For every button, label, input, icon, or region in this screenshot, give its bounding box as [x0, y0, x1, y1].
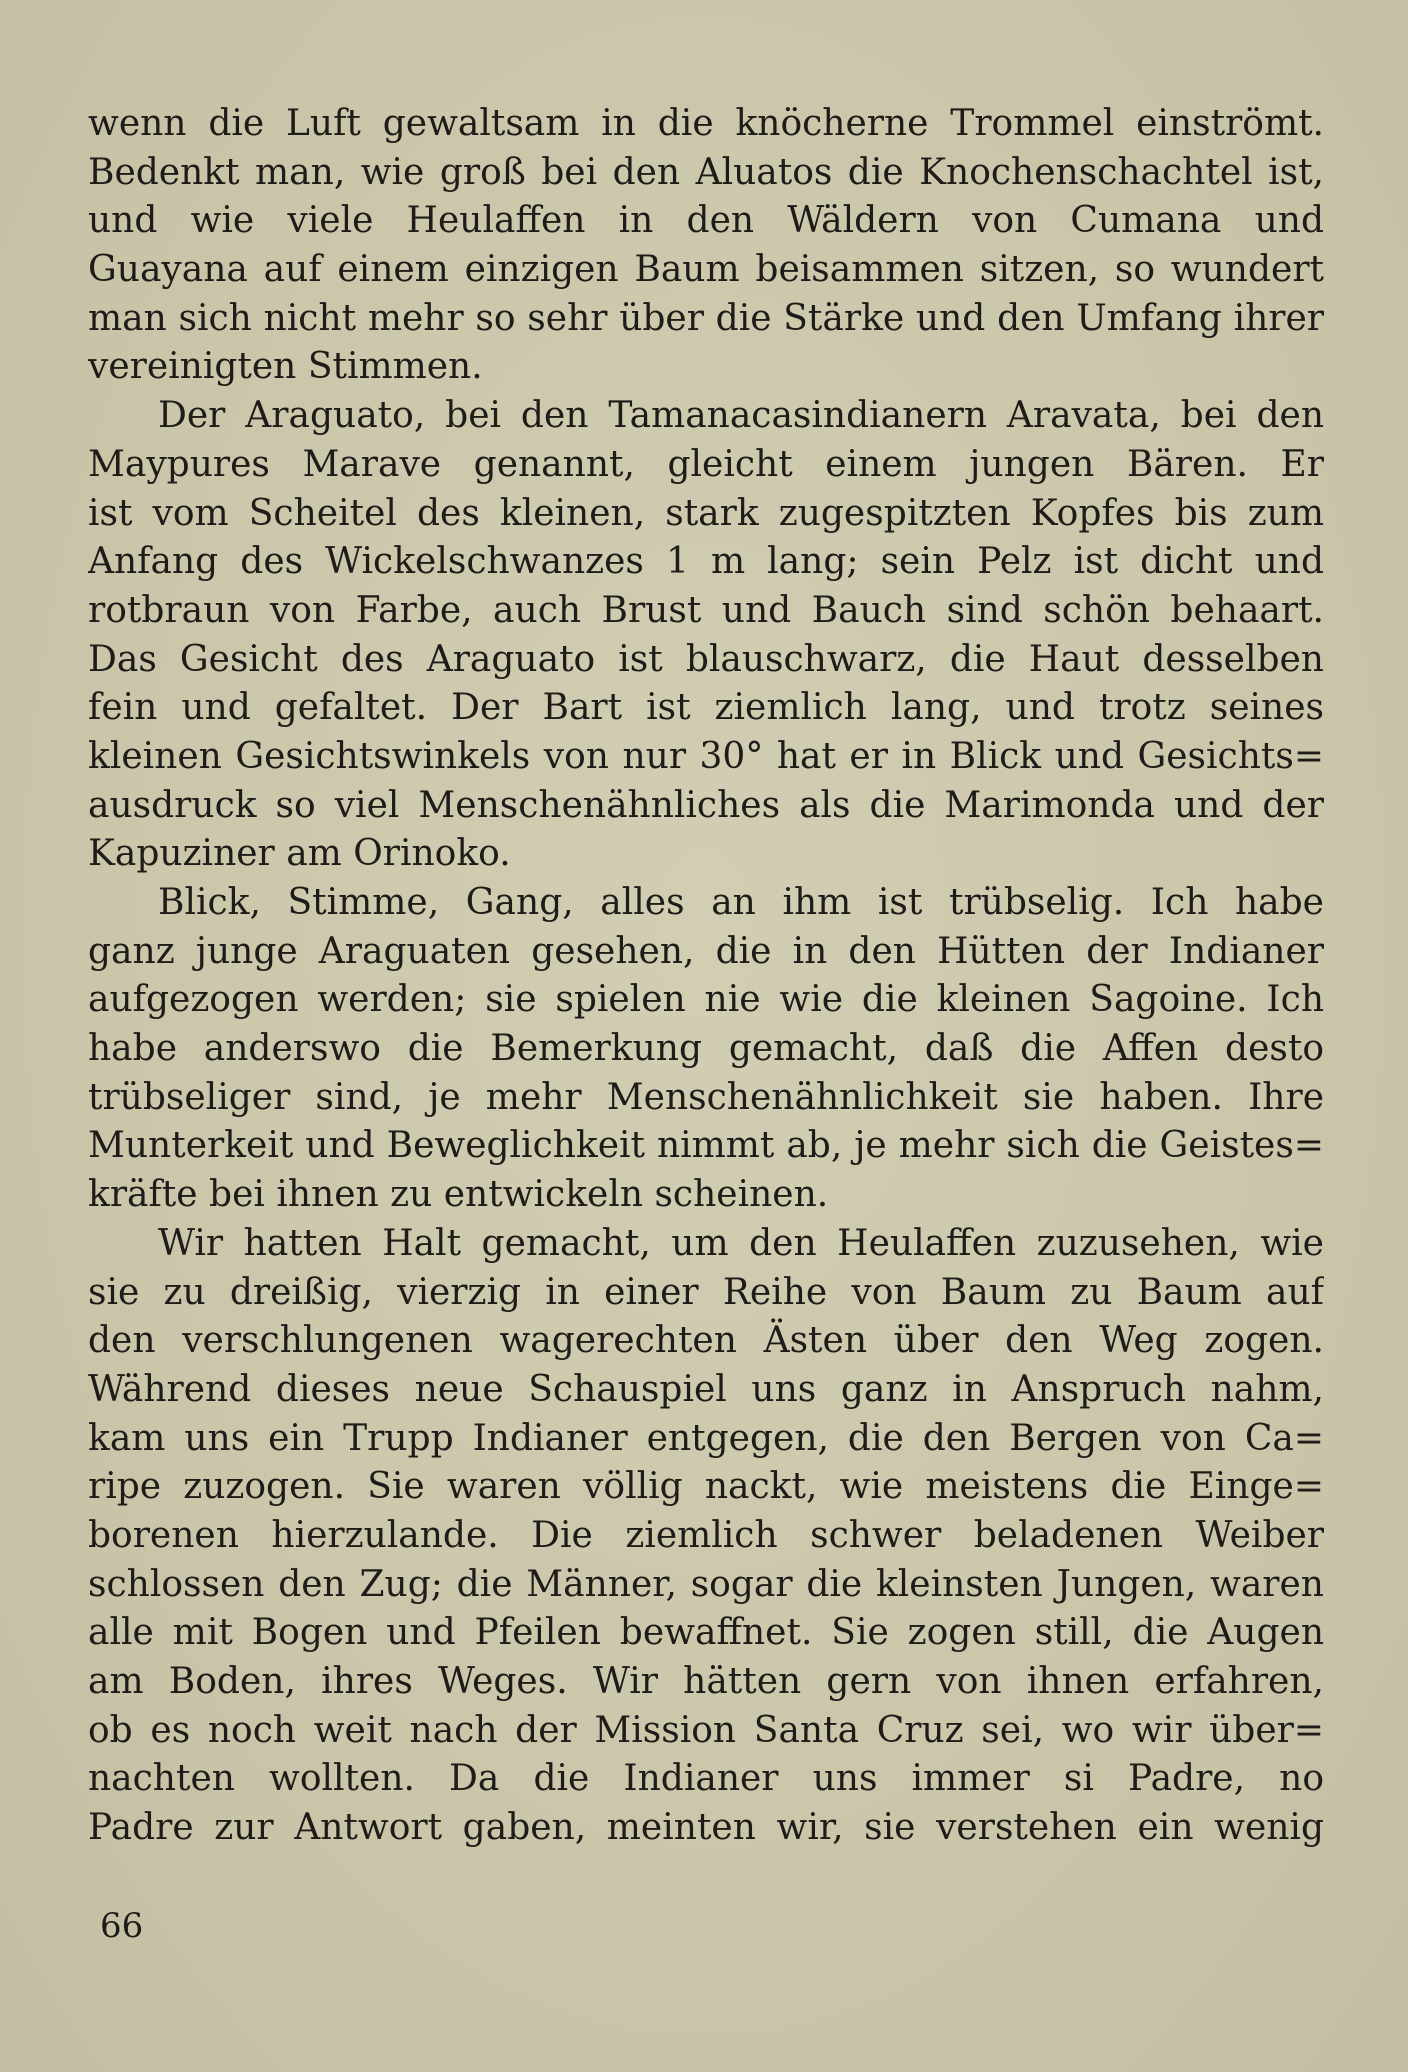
text-line: den verschlungenen wagerechten Ästen über den Weg zogen. [88, 1320, 1324, 1362]
text-line: Munterkeit und Beweglichkeit nimmt ab, je mehr sich die Geistes= [88, 1125, 1324, 1167]
text-line: fein und gefaltet. Der Bart ist ziemlich lang, und trotz seines [88, 687, 1324, 729]
text-line: Padre zur Antwort gaben, meinten wir, sie verstehen ein wenig [88, 1807, 1324, 1849]
text-line: und wie viele Heulaffen in den Wäldern von Cumana und [88, 200, 1324, 242]
text-line: sie zu dreißig, vierzig in einer Reihe von Baum zu Baum auf [88, 1271, 1324, 1313]
text-line: trübseliger sind, je mehr Menschenähnlichkeit sie haben. Ihre [88, 1076, 1324, 1118]
text-line: ganz junge Araguaten gesehen, die in den Hütten der Indianer [88, 930, 1324, 972]
text-line: Blick, Stimme, Gang, alles an ihm ist trübselig. Ich habe [158, 882, 1324, 923]
text-line: kräfte bei ihnen zu entwickeln scheinen. [88, 1174, 829, 1216]
text-line: habe anderswo die Bemerkung gemacht, daß die Affen desto [88, 1028, 1324, 1070]
text-line: ob es noch weit nach der Mission Santa Cruz sei, wo wir über= [88, 1709, 1324, 1751]
text-line: Bedenkt man, wie groß bei den Aluatos die Knochenschachtel ist, [88, 151, 1324, 193]
text-line: Das Gesicht des Araguato ist blauschwarz, die Haut desselben [88, 638, 1324, 680]
text-line: rotbraun von Farbe, auch Brust und Bauch sind schön behaart. [88, 589, 1324, 631]
text-line: Maypures Marave genannt, gleicht einem jungen Bären. Er [88, 443, 1324, 485]
text-line: ripe zuzogen. Sie waren völlig nackt, wie meistens die Einge= [88, 1466, 1324, 1508]
text-line: Guayana auf einem einzigen Baum beisammen sitzen, so wundert [88, 249, 1324, 291]
text-line: Wir hatten Halt gemacht, um den Heulaffen zuzusehen, wie [158, 1222, 1324, 1264]
text-line: borenen hierzulande. Die ziemlich schwer beladenen Weiber [88, 1514, 1324, 1556]
text-line: Während dieses neue Schauspiel uns ganz in Anspruch nahm, [88, 1368, 1324, 1410]
text-line: kam uns ein Trupp Indianer entgegen, die den Bergen von Ca= [88, 1417, 1324, 1459]
text-line: nachten wollten. Da die Indianer uns immer si Padre, no [88, 1758, 1324, 1800]
text-line: Anfang des Wickelschwanzes 1 m lang; sein Pelz ist dicht und [88, 541, 1324, 583]
text-line: wenn die Luft gewaltsam in die knöcherne Trommel einströmt. [88, 103, 1324, 144]
text-line: ist vom Scheitel des kleinen, stark zugespitzten Kopfes bis zum [88, 492, 1324, 534]
text-line: vereinigten Stimmen. [88, 346, 483, 388]
page-number: 66 [100, 1906, 144, 1946]
text-line: Der Araguato, bei den Tamanacasindianern Aravata, bei den [158, 395, 1324, 437]
text-line: alle mit Bogen und Pfeilen bewaffnet. Sie zogen still, die Augen [88, 1612, 1324, 1654]
text-line: aufgezogen werden; sie spielen nie wie die kleinen Sagoine. Ich [88, 979, 1324, 1021]
text-line: ausdruck so viel Menschenähnliches als die Marimonda und der [88, 784, 1324, 826]
text-line: man sich nicht mehr so sehr über die Stärke und den Umfang ihrer [88, 297, 1324, 339]
text-line: schlossen den Zug; die Männer, sogar die kleinsten Jungen, waren [88, 1563, 1324, 1605]
body-text [88, 100, 1324, 1853]
text-line: kleinen Gesichtswinkels von nur 30° hat er in Blick und Gesichts= [88, 735, 1324, 777]
text-line: am Boden, ihres Weges. Wir hätten gern von ihnen erfahren, [88, 1661, 1324, 1702]
text-line: Kapuziner am Orinoko. [88, 833, 511, 875]
